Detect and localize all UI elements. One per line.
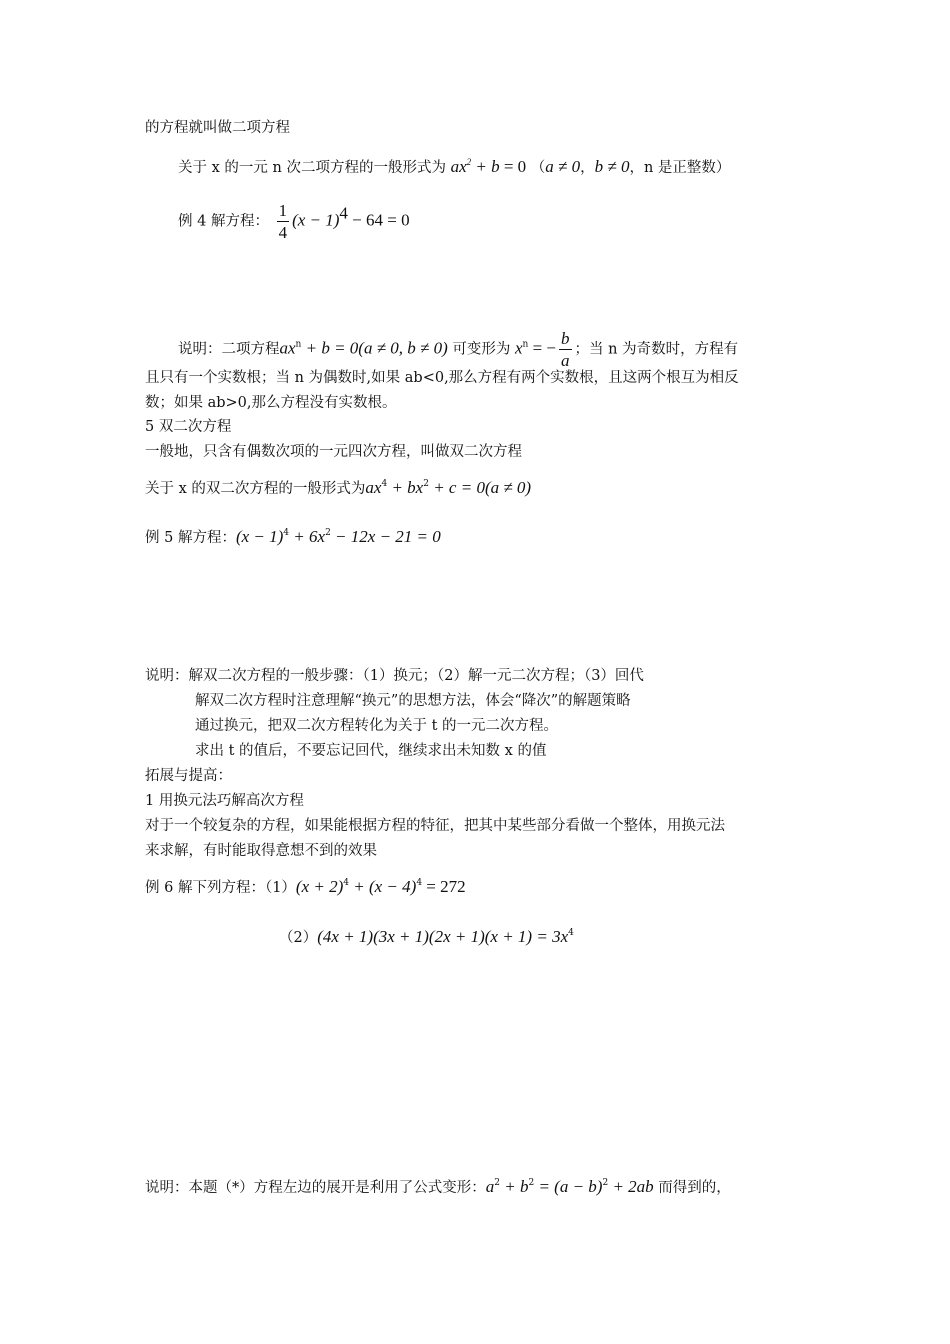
fraction [559, 330, 572, 369]
note-formula [145, 1177, 731, 1198]
denominator: a [561, 351, 570, 370]
example-6-part-2 [279, 927, 574, 948]
condition: a ≠ 0 [545, 157, 581, 176]
math-term: + 2ab [608, 1177, 654, 1196]
text: （ [530, 160, 546, 176]
text: ， [580, 160, 595, 176]
general-form-biquadratic [145, 478, 531, 499]
exponent: 2 [602, 1178, 609, 1188]
continuation-line [145, 118, 290, 138]
math-term: (x + 2) [295, 877, 344, 896]
math-term: (4x + 1)(3x + 1)(2x + 1)(x + 1) = 3x [317, 927, 569, 946]
example-label: 例 6 解下列方程：（1） [145, 880, 296, 896]
math-term: − 64 = 0 [347, 210, 410, 230]
math-term: + bx [387, 478, 424, 497]
exponent: n [522, 339, 529, 350]
math-term: a [485, 1177, 495, 1196]
math-term: + (x − 4) [349, 877, 417, 896]
exponent: 2 [494, 1178, 500, 1188]
section-title: 5 双二次方程 [145, 419, 232, 435]
math-term: = (a − b) [534, 1177, 603, 1196]
exponent: 4 [416, 878, 423, 888]
example-6-part-1 [145, 877, 466, 898]
exponent: 2 [325, 528, 331, 538]
example-label: 例 5 解方程： [145, 530, 236, 546]
exponent: 4 [283, 528, 290, 538]
text: 而得到的， [653, 1180, 731, 1196]
text: 说明：本题（*）方程左边的展开是利用了公式变形： [145, 1180, 486, 1196]
general-form-binomial [178, 157, 730, 178]
math-term: = 0 [499, 157, 527, 176]
text: 的方程就叫做二项方程 [145, 120, 290, 136]
math-term: ax [365, 478, 382, 497]
exponent: 4 [381, 479, 388, 489]
math-term: + b [499, 1177, 529, 1196]
example-4 [178, 202, 410, 241]
math-term: = − [528, 338, 557, 358]
exponent: 4 [343, 878, 349, 888]
math [451, 157, 527, 176]
note-line: 求出 t 的值后，不要忘记回代，继续求出未知数 x 的值 [195, 743, 547, 759]
condition: b ≠ 0 [594, 157, 630, 176]
subsection-title: 1 用换元法巧解高次方程 [145, 793, 304, 809]
exponent: 2 [423, 479, 429, 489]
paragraph-line: 对于一个较复杂的方程，如果能根据方程的特征，把其中某些部分看做一个整体，用换元法 [145, 818, 725, 834]
math-term: ax [450, 157, 467, 176]
note-line: 解双二次方程时注意理解“换元”的思想方法，体会“降次”的解题策略 [195, 693, 631, 709]
text: ；当 n 为奇数时，方程有 [574, 341, 739, 358]
text: 关于 x 的双二次方程的一般形式为 [145, 481, 366, 497]
text: 可变形为 [447, 341, 515, 358]
math-term: = 272 [422, 877, 466, 896]
math-term: + b = 0(a ≠ 0, b ≠ 0) [301, 338, 448, 358]
note-line: 数；如果 ab>0,那么方程没有实数根。 [145, 395, 397, 411]
paragraph-line: 来求解，有时能取得意想不到的效果 [145, 843, 377, 859]
math-term: (x − 1) [292, 210, 340, 230]
exponent: 2 [466, 157, 472, 167]
numerator: 1 [278, 201, 288, 220]
math-term: (x − 1) [235, 527, 284, 546]
denominator: 4 [278, 223, 288, 242]
text: 关于 x 的一元 n 次二项方程的一般形式为 [178, 160, 446, 176]
text: 说明：二项方程 [178, 341, 280, 358]
exponent: 4 [568, 928, 574, 938]
fraction [277, 202, 290, 241]
example-label: 例 4 解方程： [178, 213, 269, 230]
math-op: + [471, 157, 492, 176]
math-term: b [491, 157, 500, 176]
math-term: ax [279, 338, 296, 358]
math-term: + c = 0(a ≠ 0) [428, 478, 532, 497]
note-line: 说明：解双二次方程的一般步骤：（1）换元；（2）解一元二次方程；（3）回代 [145, 668, 644, 684]
math-term: x [515, 338, 523, 358]
text: ，n 是正整数） [629, 160, 731, 176]
exponent: 2 [528, 1178, 535, 1188]
exponent: 4 [339, 203, 348, 223]
numerator: b [561, 329, 570, 348]
example-5 [145, 527, 441, 548]
definition: 一般地，只含有偶数次项的一元四次方程，叫做双二次方程 [145, 444, 522, 460]
section-title: 拓展与提高： [145, 768, 232, 784]
note-line: 且只有一个实数根；当 n 为偶数时,如果 ab<0,那么方程有两个实数根，且这两个根互为相反 [145, 370, 739, 386]
math-term: + 6x [289, 527, 326, 546]
example-label: （2） [279, 930, 318, 946]
note-binomial [178, 330, 738, 369]
math-term: − 12x − 21 = 0 [330, 527, 441, 546]
note-line: 通过换元，把双二次方程转化为关于 t 的一元二次方程。 [195, 718, 559, 734]
exponent: n [295, 339, 302, 350]
